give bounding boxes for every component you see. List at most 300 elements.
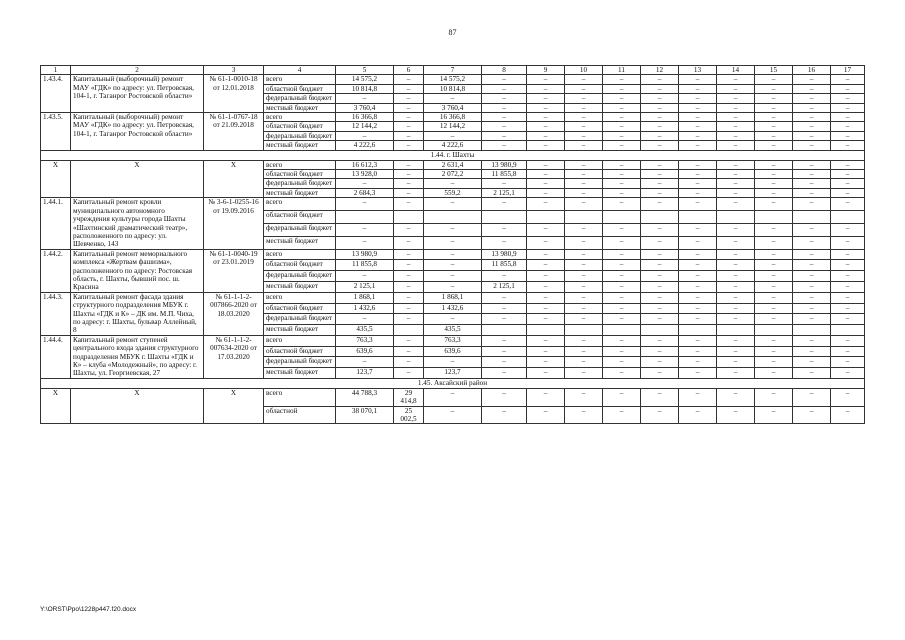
value-cell: – xyxy=(755,224,793,237)
value-cell: – xyxy=(679,368,717,379)
value-cell: 16 366,8 xyxy=(424,113,482,122)
value-cell: – xyxy=(527,84,565,93)
budget-table xyxy=(40,65,865,424)
value-cell: – xyxy=(717,335,755,346)
value-cell: 29 414,8 xyxy=(394,388,424,406)
value-cell: – xyxy=(603,160,641,169)
value-cell: – xyxy=(394,346,424,357)
value-cell: – xyxy=(793,188,831,197)
value-cell: – xyxy=(717,303,755,314)
value-cell: 12 144,2 xyxy=(424,122,482,131)
value-cell: – xyxy=(565,281,603,292)
value-cell: – xyxy=(679,113,717,122)
value-cell: 435,5 xyxy=(336,325,394,336)
value-cell: 2 125,1 xyxy=(482,188,527,197)
value-cell: 12 144,2 xyxy=(336,122,394,131)
value-cell: – xyxy=(482,113,527,122)
value-cell: – xyxy=(793,224,831,237)
value-cell: – xyxy=(565,224,603,237)
value-cell: 763,3 xyxy=(424,335,482,346)
value-cell: – xyxy=(755,303,793,314)
project-name: Капитальный ремонт фасада здания структурного подразделения МБУК г. Шахты «ГДК и К» – ДК им. М.П. Чиха, по адресу: г. Шахты, бульвар Аллейный, 8 xyxy=(71,292,204,335)
item-number: 1.43.4. xyxy=(41,75,71,113)
value-cell xyxy=(482,211,527,224)
value-cell: – xyxy=(831,281,865,292)
value-cell: – xyxy=(831,388,865,406)
value-cell: 13 980,9 xyxy=(336,249,394,260)
table-row xyxy=(41,335,865,346)
value-cell: – xyxy=(641,281,679,292)
table-row xyxy=(41,160,865,169)
value-cell: – xyxy=(482,271,527,282)
value-cell: – xyxy=(831,75,865,84)
value-cell: – xyxy=(394,94,424,103)
value-cell: – xyxy=(527,170,565,179)
value-cell: – xyxy=(831,170,865,179)
funding-source-label: областной бюджет xyxy=(264,84,336,93)
expertise-document: № 61-1-0767-18 от 21.09.2018 xyxy=(204,113,264,151)
funding-source-label: областной бюджет xyxy=(264,211,336,224)
value-cell: – xyxy=(482,94,527,103)
value-cell: – xyxy=(603,249,641,260)
value-cell xyxy=(793,211,831,224)
value-cell: – xyxy=(527,224,565,237)
funding-source-label: областной бюджет xyxy=(264,303,336,314)
funding-source-label: областной бюджет xyxy=(264,170,336,179)
value-cell xyxy=(565,325,603,336)
value-cell: – xyxy=(394,131,424,140)
column-number-header: 7 xyxy=(424,66,482,75)
value-cell: – xyxy=(793,94,831,103)
section-row xyxy=(41,150,865,160)
value-cell: – xyxy=(831,236,865,249)
value-cell: – xyxy=(565,335,603,346)
value-cell: 11 855,8 xyxy=(482,260,527,271)
value-cell: – xyxy=(482,406,527,424)
value-cell xyxy=(482,325,527,336)
value-cell: – xyxy=(394,160,424,169)
value-cell: – xyxy=(831,103,865,112)
value-cell: – xyxy=(394,179,424,188)
value-cell: – xyxy=(641,406,679,424)
value-cell: – xyxy=(679,141,717,150)
value-cell: – xyxy=(679,236,717,249)
value-cell: 639,6 xyxy=(336,346,394,357)
value-cell: – xyxy=(831,292,865,303)
value-cell: 435,5 xyxy=(424,325,482,336)
value-cell: – xyxy=(603,198,641,211)
value-cell: – xyxy=(793,314,831,325)
value-cell: – xyxy=(424,198,482,211)
value-cell: – xyxy=(336,357,394,368)
value-cell: – xyxy=(603,335,641,346)
funding-source-label: местный бюджет xyxy=(264,103,336,112)
value-cell: – xyxy=(793,113,831,122)
column-number-header: 14 xyxy=(717,66,755,75)
funding-source-label: федеральный бюджет xyxy=(264,179,336,188)
funding-source-label: местный бюджет xyxy=(264,368,336,379)
value-cell: – xyxy=(641,271,679,282)
value-cell: – xyxy=(717,160,755,169)
value-cell xyxy=(755,325,793,336)
value-cell: – xyxy=(755,131,793,140)
funding-source-label: местный бюджет xyxy=(264,141,336,150)
value-cell: – xyxy=(831,94,865,103)
value-cell: – xyxy=(679,188,717,197)
value-cell: – xyxy=(424,179,482,188)
value-cell xyxy=(565,211,603,224)
value-cell: – xyxy=(565,271,603,282)
value-cell: – xyxy=(482,303,527,314)
value-cell: – xyxy=(679,303,717,314)
value-cell xyxy=(679,211,717,224)
table-header xyxy=(41,66,865,75)
value-cell: – xyxy=(565,368,603,379)
value-cell: – xyxy=(755,271,793,282)
value-cell: – xyxy=(527,122,565,131)
value-cell: – xyxy=(831,131,865,140)
value-cell: – xyxy=(831,113,865,122)
value-cell xyxy=(603,325,641,336)
value-cell: – xyxy=(641,249,679,260)
value-cell: – xyxy=(717,271,755,282)
value-cell: – xyxy=(565,131,603,140)
value-cell: – xyxy=(603,281,641,292)
value-cell: – xyxy=(717,179,755,188)
value-cell: – xyxy=(641,224,679,237)
value-cell: – xyxy=(831,224,865,237)
value-cell: – xyxy=(717,75,755,84)
value-cell: 11 855,8 xyxy=(336,260,394,271)
value-cell: – xyxy=(793,303,831,314)
funding-source-label: всего xyxy=(264,335,336,346)
value-cell: – xyxy=(527,388,565,406)
value-cell: – xyxy=(394,113,424,122)
expertise-document: № 61-1-1-2-007634-2020 от 17.03.2020 xyxy=(204,335,264,378)
value-cell: – xyxy=(603,368,641,379)
value-cell: – xyxy=(565,188,603,197)
value-cell: – xyxy=(793,236,831,249)
column-number-header: 2 xyxy=(71,66,204,75)
column-number-header: 10 xyxy=(565,66,603,75)
value-cell xyxy=(336,211,394,224)
column-number-header: 6 xyxy=(394,66,424,75)
value-cell: 13 980,9 xyxy=(482,249,527,260)
value-cell xyxy=(641,325,679,336)
value-cell: – xyxy=(793,357,831,368)
value-cell: – xyxy=(641,160,679,169)
value-cell: – xyxy=(527,198,565,211)
value-cell: – xyxy=(424,131,482,140)
value-cell: – xyxy=(641,84,679,93)
value-cell: – xyxy=(394,335,424,346)
value-cell: – xyxy=(831,314,865,325)
value-cell: – xyxy=(565,141,603,150)
value-cell: – xyxy=(755,357,793,368)
value-cell: – xyxy=(394,122,424,131)
value-cell: – xyxy=(679,198,717,211)
value-cell: – xyxy=(424,94,482,103)
value-cell xyxy=(679,325,717,336)
value-cell: – xyxy=(482,131,527,140)
value-cell: – xyxy=(565,198,603,211)
value-cell: – xyxy=(831,335,865,346)
funding-source-label: местный бюджет xyxy=(264,325,336,336)
value-cell: 14 575,2 xyxy=(424,75,482,84)
value-cell: – xyxy=(793,292,831,303)
value-cell: – xyxy=(565,236,603,249)
item-number: 1.44.2. xyxy=(41,249,71,292)
table-row xyxy=(41,292,865,303)
value-cell: – xyxy=(641,103,679,112)
value-cell: – xyxy=(793,131,831,140)
value-cell xyxy=(831,211,865,224)
table-row xyxy=(41,75,865,84)
value-cell: – xyxy=(565,103,603,112)
value-cell: – xyxy=(603,303,641,314)
value-cell: – xyxy=(482,368,527,379)
value-cell: – xyxy=(565,292,603,303)
value-cell: 123,7 xyxy=(424,368,482,379)
value-cell: – xyxy=(394,271,424,282)
value-cell: – xyxy=(641,368,679,379)
section-title: 1.44. г. Шахты xyxy=(41,150,865,160)
funding-source-label: всего xyxy=(264,388,336,406)
value-cell: – xyxy=(679,170,717,179)
value-cell: – xyxy=(565,406,603,424)
value-cell: – xyxy=(755,335,793,346)
value-cell: – xyxy=(717,249,755,260)
value-cell: – xyxy=(831,198,865,211)
value-cell: – xyxy=(603,103,641,112)
value-cell: – xyxy=(755,281,793,292)
column-number-header: 1 xyxy=(41,66,71,75)
project-name: Капитальный (выборочный) ремонт МАУ «ГДК» по адресу: ул. Петровская, 104-1, г. Таганрог Ростовской области» xyxy=(71,75,204,113)
value-cell: – xyxy=(755,249,793,260)
value-cell: – xyxy=(336,131,394,140)
value-cell: 2 072,2 xyxy=(424,170,482,179)
value-cell: – xyxy=(641,292,679,303)
value-cell: 13 928,0 xyxy=(336,170,394,179)
value-cell: – xyxy=(527,179,565,188)
value-cell: – xyxy=(394,260,424,271)
value-cell: – xyxy=(679,314,717,325)
value-cell: – xyxy=(482,357,527,368)
value-cell: – xyxy=(394,292,424,303)
funding-source-label: федеральный бюджет xyxy=(264,271,336,282)
value-cell: – xyxy=(793,122,831,131)
value-cell: – xyxy=(565,303,603,314)
value-cell: – xyxy=(679,271,717,282)
item-number: 1.44.4. xyxy=(41,335,71,378)
value-cell: – xyxy=(527,271,565,282)
value-cell: – xyxy=(394,368,424,379)
value-cell: – xyxy=(831,84,865,93)
value-cell: – xyxy=(793,141,831,150)
value-cell: – xyxy=(482,84,527,93)
expertise-document: № 61-1-0010-18 от 12.01.2018 xyxy=(204,75,264,113)
value-cell: – xyxy=(679,249,717,260)
value-cell xyxy=(641,211,679,224)
value-cell: – xyxy=(641,188,679,197)
value-cell: – xyxy=(603,188,641,197)
value-cell: – xyxy=(482,236,527,249)
funding-source-label: областной бюджет xyxy=(264,260,336,271)
value-cell: – xyxy=(679,131,717,140)
value-cell: – xyxy=(603,357,641,368)
funding-source-label: всего xyxy=(264,75,336,84)
value-cell: 2 125,1 xyxy=(336,281,394,292)
value-cell: – xyxy=(831,249,865,260)
value-cell: – xyxy=(679,179,717,188)
value-cell: – xyxy=(603,292,641,303)
project-name: Капитальный (выборочный) ремонт МАУ «ГДК» по адресу: ул. Петровская, 104-1, г. Таганрог Ростовской области» xyxy=(71,113,204,151)
value-cell: – xyxy=(336,236,394,249)
value-cell: – xyxy=(424,249,482,260)
page-number: 87 xyxy=(448,28,457,37)
value-cell: – xyxy=(482,141,527,150)
value-cell: – xyxy=(394,357,424,368)
value-cell: – xyxy=(527,75,565,84)
value-cell: 2 125,1 xyxy=(482,281,527,292)
value-cell: – xyxy=(831,188,865,197)
value-cell: – xyxy=(603,84,641,93)
value-cell: – xyxy=(603,260,641,271)
value-cell: – xyxy=(527,236,565,249)
value-cell: – xyxy=(527,260,565,271)
value-cell: 13 980,9 xyxy=(482,160,527,169)
funding-source-label: федеральный бюджет xyxy=(264,314,336,325)
table-row xyxy=(41,388,865,406)
value-cell: – xyxy=(755,314,793,325)
value-cell: 44 788,3 xyxy=(336,388,394,406)
value-cell xyxy=(717,211,755,224)
value-cell xyxy=(717,325,755,336)
value-cell: – xyxy=(717,388,755,406)
value-cell: – xyxy=(755,170,793,179)
value-cell: – xyxy=(717,224,755,237)
funding-source-label: федеральный бюджет xyxy=(264,224,336,237)
value-cell: – xyxy=(793,249,831,260)
value-cell: 2 684,3 xyxy=(336,188,394,197)
funding-source-label: местный бюджет xyxy=(264,188,336,197)
funding-source-label: областной бюджет xyxy=(264,122,336,131)
value-cell: – xyxy=(679,406,717,424)
value-cell: – xyxy=(755,113,793,122)
value-cell: – xyxy=(565,388,603,406)
value-cell: – xyxy=(755,346,793,357)
value-cell: – xyxy=(717,122,755,131)
value-cell: 1 432,6 xyxy=(424,303,482,314)
value-cell: – xyxy=(565,170,603,179)
value-cell: – xyxy=(641,236,679,249)
value-cell: – xyxy=(482,75,527,84)
value-cell: – xyxy=(831,346,865,357)
value-cell: – xyxy=(679,281,717,292)
value-cell: – xyxy=(641,335,679,346)
value-cell: – xyxy=(394,281,424,292)
value-cell xyxy=(793,325,831,336)
value-cell: – xyxy=(482,179,527,188)
value-cell: – xyxy=(679,335,717,346)
value-cell: – xyxy=(603,113,641,122)
value-cell: 11 855,8 xyxy=(482,170,527,179)
value-cell: – xyxy=(527,357,565,368)
value-cell: – xyxy=(679,103,717,112)
expertise-document: № 3-6-1-0255-16 от 19.09.2016 xyxy=(204,198,264,249)
value-cell: – xyxy=(565,94,603,103)
value-cell: – xyxy=(565,113,603,122)
value-cell: – xyxy=(717,281,755,292)
value-cell: – xyxy=(336,224,394,237)
value-cell: – xyxy=(717,314,755,325)
value-cell: – xyxy=(717,94,755,103)
value-cell: – xyxy=(717,103,755,112)
item-number: 1.43.5. xyxy=(41,113,71,151)
value-cell: 1 432,6 xyxy=(336,303,394,314)
value-cell: – xyxy=(603,75,641,84)
column-number-header: 9 xyxy=(527,66,565,75)
value-cell: – xyxy=(717,198,755,211)
value-cell: – xyxy=(831,141,865,150)
funding-source-label: всего xyxy=(264,113,336,122)
funding-source-label: областной xyxy=(264,406,336,424)
value-cell: – xyxy=(755,103,793,112)
value-cell xyxy=(603,211,641,224)
value-cell: – xyxy=(641,170,679,179)
value-cell: – xyxy=(641,357,679,368)
column-number-header: 16 xyxy=(793,66,831,75)
value-cell: – xyxy=(527,346,565,357)
value-cell: – xyxy=(641,303,679,314)
value-cell xyxy=(831,325,865,336)
value-cell: – xyxy=(831,122,865,131)
value-cell: – xyxy=(482,388,527,406)
value-cell: – xyxy=(679,292,717,303)
value-cell: – xyxy=(679,160,717,169)
file-path-footer: Y:\ORST\Ppo\1228p447.f20.docx xyxy=(40,606,137,613)
project-name: Капитальный ремонт кровли муниципального автономного учреждения культуры города Шахты «Шахтинский драматический театр», расположенного по адресу: ул. Шевченко, 143 xyxy=(71,198,204,249)
value-cell: – xyxy=(755,188,793,197)
item-number: Х xyxy=(41,388,71,424)
value-cell: – xyxy=(831,406,865,424)
value-cell xyxy=(755,211,793,224)
value-cell: – xyxy=(793,84,831,93)
value-cell: – xyxy=(755,388,793,406)
value-cell: – xyxy=(755,368,793,379)
value-cell: 1 868,1 xyxy=(424,292,482,303)
funding-source-label: местный бюджет xyxy=(264,236,336,249)
value-cell: – xyxy=(527,281,565,292)
value-cell: – xyxy=(793,271,831,282)
funding-source-label: областной бюджет xyxy=(264,346,336,357)
value-cell: – xyxy=(565,84,603,93)
value-cell: – xyxy=(641,131,679,140)
value-cell: – xyxy=(755,84,793,93)
value-cell: – xyxy=(679,84,717,93)
value-cell: 16 612,3 xyxy=(336,160,394,169)
table-row xyxy=(41,249,865,260)
value-cell: – xyxy=(641,260,679,271)
value-cell: 4 222,6 xyxy=(424,141,482,150)
funding-source-label: всего xyxy=(264,249,336,260)
value-cell: – xyxy=(641,198,679,211)
value-cell: – xyxy=(603,271,641,282)
value-cell: – xyxy=(831,368,865,379)
value-cell: – xyxy=(527,314,565,325)
value-cell: – xyxy=(565,160,603,169)
value-cell: – xyxy=(755,75,793,84)
